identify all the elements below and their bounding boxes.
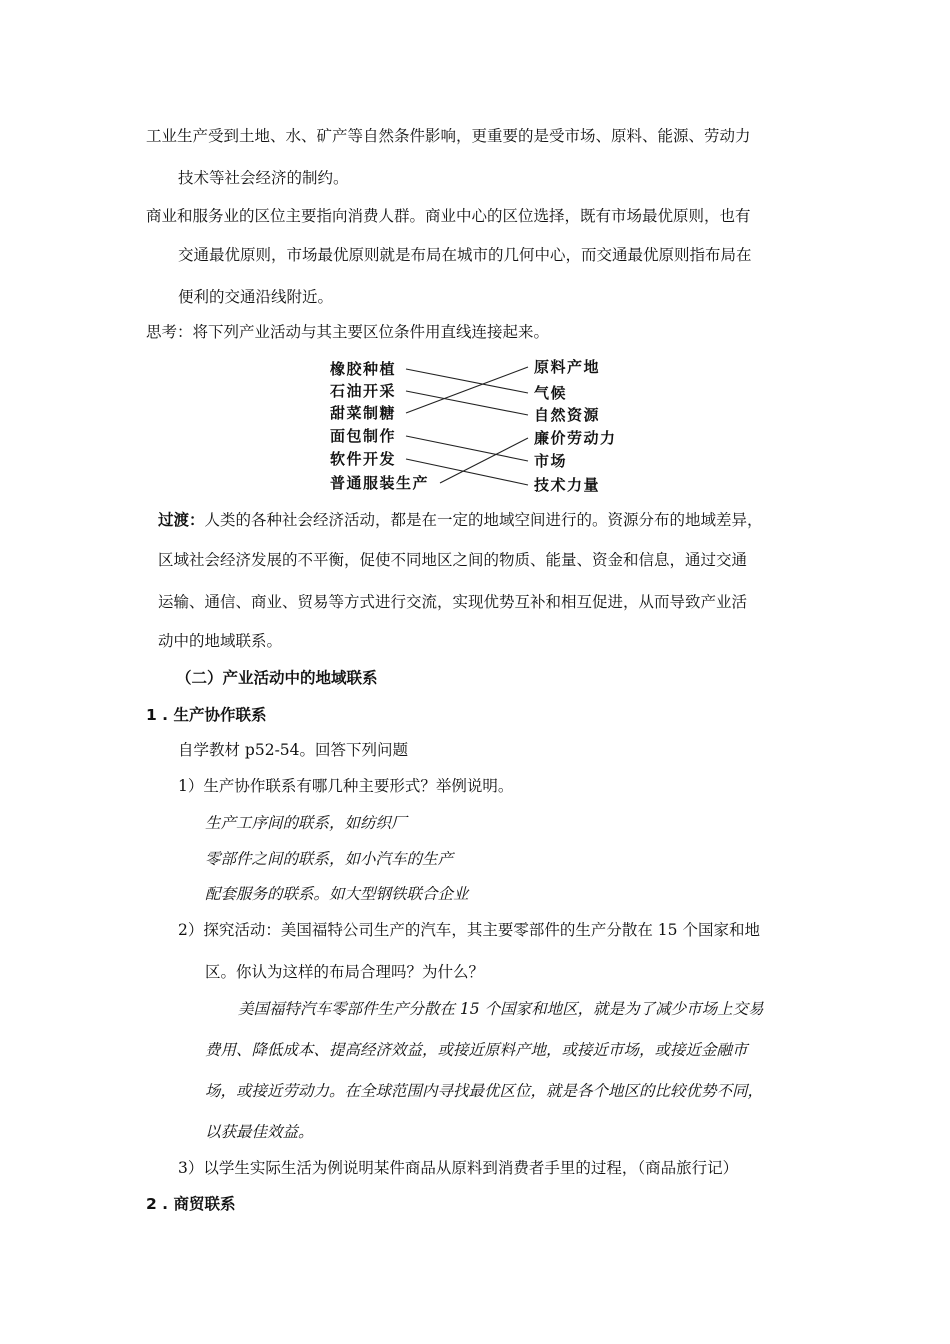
question-3: 3）以学生实际生活为例说明某件商品从原料到消费者手里的过程，（商品旅行记） — [178, 1159, 739, 1177]
question-1: 1）生产协作联系有哪几种主要形式？举例说明。 — [178, 777, 514, 795]
self-study-intro: 自学教材 p52-54。回答下列问题 — [178, 741, 409, 759]
left-item-rubber: 橡胶种植 — [330, 360, 397, 378]
answer-1-line3: 配套服务的联系。如大型钢铁联合企业 — [205, 885, 469, 903]
question-2-line1: 2）探究活动：美国福特公司生产的汽车，其主要零部件的生产分散在 15 个国家和地 — [178, 921, 760, 939]
left-item-sugar: 甜菜制糖 — [330, 404, 397, 422]
right-item-market: 市场 — [534, 452, 568, 470]
answer-2-line4: 以获最佳效益。 — [205, 1123, 314, 1141]
transition-text: 人类的各种社会经济活动，都是在一定的地域空间进行的。资源分布的地域差异， — [204, 511, 763, 529]
transition-line2: 区域社会经济发展的不平衡，促使不同地区之间的物质、能量、资金和信息，通过交通 — [158, 551, 748, 569]
transition-line1 — [158, 510, 763, 530]
matching-diagram — [320, 355, 640, 500]
transition-line3: 运输、通信、商业、贸易等方式进行交流，实现优势互补和相互促进，从而导致产业活 — [158, 593, 748, 611]
right-item-cheap-labor: 廉价劳动力 — [534, 429, 617, 447]
answer-1-line1: 生产工序间的联系，如纺织厂 — [205, 814, 407, 832]
left-item-oil: 石油开采 — [330, 382, 397, 400]
answer-2-line2: 费用、降低成本、提高经济效益，或接近原料产地，或接近市场，或接近金融市 — [205, 1041, 748, 1059]
right-item-climate: 气候 — [534, 384, 568, 402]
transition-label: 过渡： — [158, 511, 205, 529]
para-industry-line1: 工业生产受到土地、水、矿产等自然条件影响，更重要的是受市场、原料、能源、劳动力 — [146, 127, 751, 145]
subsection-heading-2: 2 . 商贸联系 — [146, 1195, 236, 1213]
right-item-technology: 技术力量 — [534, 476, 601, 494]
left-item-software: 软件开发 — [330, 450, 397, 468]
question-2-line2: 区。你认为这样的布局合理吗？为什么？ — [205, 963, 485, 981]
right-item-raw-material: 原料产地 — [534, 358, 601, 376]
left-item-bread: 面包制作 — [330, 427, 397, 445]
section-heading: （二）产业活动中的地域联系 — [176, 669, 378, 687]
transition-line4: 动中的地域联系。 — [158, 632, 283, 650]
answer-1-line2: 零部件之间的联系，如小汽车的生产 — [205, 850, 454, 868]
para-commerce-line2: 交通最优原则，市场最优原则就是布局在城市的几何中心，而交通最优原则指布局在 — [178, 246, 752, 264]
subsection-heading-1: 1 . 生产协作联系 — [146, 706, 267, 724]
answer-2-line1: 美国福特汽车零部件生产分散在 15 个国家和地区，就是为了减少市场上交易 — [238, 1000, 764, 1018]
answer-2-line3: 场，或接近劳动力。在全球范围内寻找最优区位，就是各个地区的比较优势不同， — [205, 1082, 764, 1100]
think-prompt: 思考：将下列产业活动与其主要区位条件用直线连接起来。 — [146, 323, 550, 341]
para-commerce-line1: 商业和服务业的区位主要指向消费人群。商业中心的区位选择，既有市场最优原则，也有 — [146, 207, 751, 225]
right-item-natural-resources: 自然资源 — [534, 406, 601, 424]
para-commerce-line3: 便利的交通沿线附近。 — [178, 288, 334, 306]
left-item-clothing: 普通服装生产 — [330, 474, 430, 492]
para-industry-line2: 技术等社会经济的制约。 — [178, 169, 349, 187]
